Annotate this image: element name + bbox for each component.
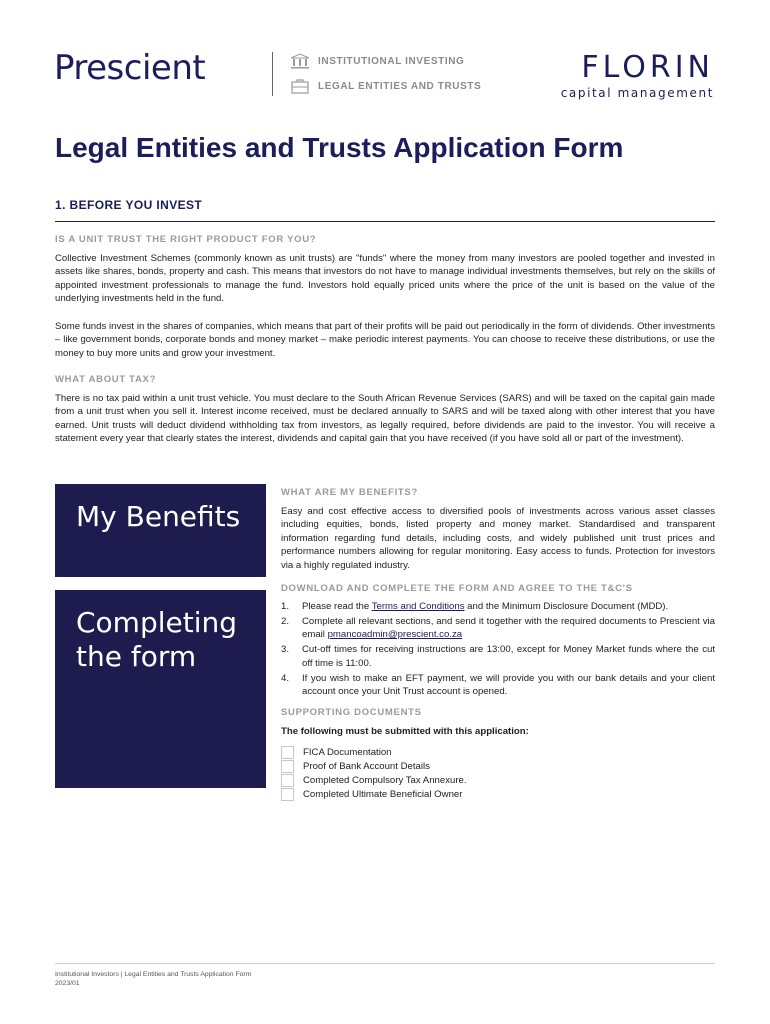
nav-label: INSTITUTIONAL INVESTING — [318, 55, 465, 67]
terms-and-conditions-link[interactable]: Terms and Conditions — [371, 601, 465, 612]
documents-checklist — [281, 745, 467, 802]
nav-label: LEGAL ENTITIES AND TRUSTS — [318, 80, 482, 92]
section-heading: 1. BEFORE YOU INVEST — [55, 198, 203, 212]
checkbox-label: FICA Documentation — [303, 746, 392, 758]
benefits-subheading: WHAT ARE MY BENEFITS? — [281, 487, 418, 498]
tax-paragraph: There is no tax paid within a unit trust vehicle. You must declare to the South African Revenue Services (SARS) and will be taxed on the capital gain made from a unit trust when you sell it. Interest income received, must be declared annually to SARS and will be taxed along with other interest that you have earned. Unit trusts will deduct dividend withholding tax from investors, as legally required, before dividends are paid to the investor. You will receive a statement every year that clearly states the interest, dividends and capital gain that you have received (if you have sold all or part of the investment). — [55, 393, 715, 445]
unit-trust-subheading: IS A UNIT TRUST THE RIGHT PRODUCT FOR YOU? — [55, 234, 317, 245]
checkbox[interactable] — [281, 788, 294, 801]
my-benefits-panel — [55, 484, 266, 577]
section-divider — [55, 221, 715, 222]
benefits-paragraph: Easy and cost effective access to diversified pools of investments across various asset classes including equities, bonds, listed property and money market. Standardised and transparent information regarding fund details, including costs, and widely published unit trust prices and performance numbers allowing for regular monitoring. Easy access to funds. Protection for investors via a highly regulated industry. — [281, 506, 715, 571]
nav-legal-entities-and-trusts[interactable] — [290, 78, 481, 94]
steps-list — [281, 600, 715, 700]
panel-title-line2: the form — [76, 640, 197, 673]
prescient-logo: Prescient — [54, 48, 206, 88]
download-subheading: DOWNLOAD AND COMPLETE THE FORM AND AGREE TO THE T&C'S — [281, 583, 633, 594]
footer — [55, 970, 251, 988]
supporting-intro: The following must be submitted with this application: — [281, 726, 529, 737]
unit-trust-paragraph: Collective Investment Schemes (commonly known as unit trusts) are "funds" where the money from many investors are pooled together and invested in assets like shares, bonds, property and cash. This means that investors do not have to manage individual investments themselves, but rely on the skills of appointed investment professionals to manage the fund. Investors hold equally priced units where the price of the unit is based on the value of the underlying investments held in the fund. — [55, 253, 715, 305]
panel-title-line1: Completing — [76, 606, 238, 639]
checkbox-label: Proof of Bank Account Details — [303, 760, 430, 772]
list-item — [281, 788, 467, 802]
supporting-subheading: SUPPORTING DOCUMENTS — [281, 707, 422, 718]
list-item: 1. Please read the Terms and Conditions and the Minimum Disclosure Document (MDD). — [281, 601, 669, 612]
list-item — [281, 759, 467, 773]
checkbox[interactable] — [281, 774, 294, 787]
page-title: Legal Entities and Trusts Application Form — [55, 132, 624, 163]
partner-tagline: capital management — [560, 86, 714, 100]
partner-name: FLORIN — [581, 50, 714, 85]
panel-title: My Benefits — [76, 500, 241, 533]
list-item: 3. Cut-off times for receiving instructions are 13:00, except for Money Market funds where the cut off time is 11:00. — [281, 644, 715, 669]
checkbox-label: Completed Ultimate Beneficial Owner — [303, 789, 463, 801]
tax-subheading: WHAT ABOUT TAX? — [55, 374, 157, 385]
nav-institutional-investing[interactable] — [290, 53, 464, 69]
header-divider — [272, 52, 273, 96]
footer-date: 2023/01 — [55, 980, 80, 987]
dividends-paragraph: Some funds invest in the shares of companies, which means that part of their profits will be paid out periodically in the form of dividends. Other investments – like government bonds, corporate bonds and money market – make periodic interest payments. You can choose to receive these distributions, or use the money to buy more units and grow your investment. — [55, 321, 715, 359]
list-item — [281, 773, 467, 787]
checkbox[interactable] — [281, 760, 294, 773]
list-item: 4. If you wish to make an EFT payment, we will provide you with our bank details and your client account once your Unit Trust account is opened. — [281, 672, 715, 697]
footer-line: Institutional Investors | Legal Entities and Trusts Application Form — [55, 971, 252, 978]
email-link[interactable]: pmancoadmin@prescient.co.za — [327, 629, 463, 641]
briefcase-icon — [290, 78, 310, 94]
bank-icon — [290, 53, 310, 69]
completing-form-panel — [55, 590, 266, 788]
florin-logo — [561, 52, 714, 100]
footer-divider — [55, 963, 715, 964]
list-item: 2. Complete all relevant sections, and send it together with the required documents to Prescient via email pmancoadmin@prescient.co.za — [281, 615, 715, 641]
checkbox[interactable] — [281, 746, 294, 759]
list-item — [281, 745, 467, 759]
checkbox-label: Completed Compulsory Tax Annexure. — [303, 774, 467, 786]
